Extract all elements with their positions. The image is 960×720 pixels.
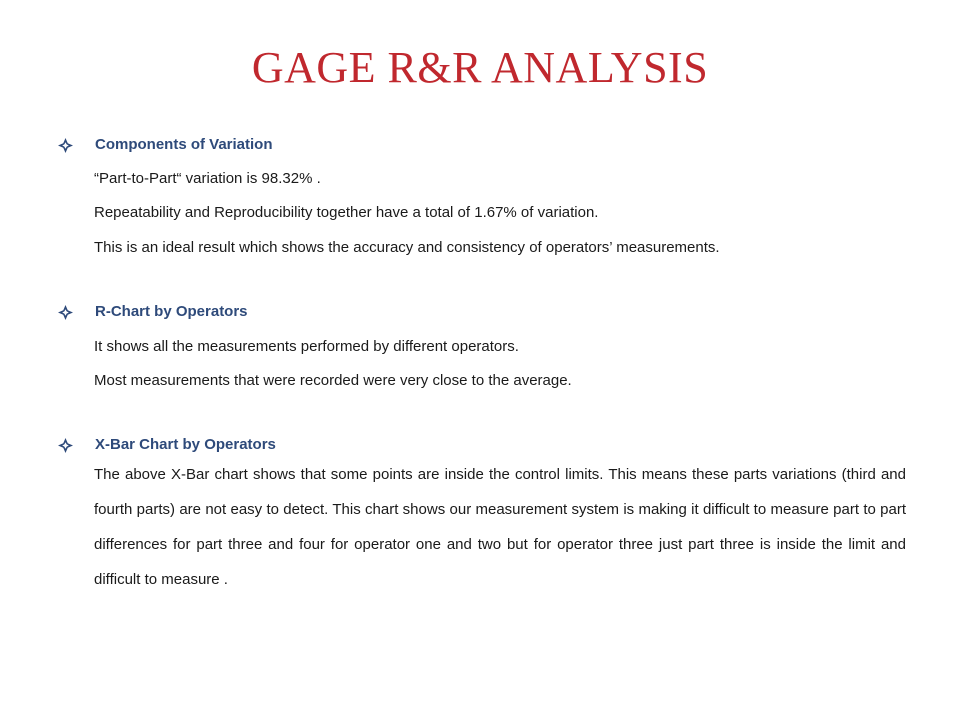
section-x-bar-chart — [58, 435, 908, 597]
body-line: Repeatability and Reproducibility together have a total of 1.67% of variation. — [94, 204, 599, 221]
section-heading-text: Components of Variation — [95, 136, 273, 153]
body-paragraph: The above X-Bar chart shows that some points are inside the control limits. This means these parts variations (third and fourth parts) are not easy to detect. This chart shows our measurement system is making it difficult to measure part to part differences for part three and four for operator one and two but for operator three just part three is inside the limit and difficult to measure . — [94, 466, 906, 588]
diamond-bullet-icon — [58, 138, 73, 153]
section-heading — [58, 435, 908, 455]
slide-title: GAGE R&R ANALYSIS — [251, 43, 709, 92]
section-r-chart — [58, 302, 908, 391]
section-heading — [58, 302, 908, 322]
section-heading — [58, 135, 908, 155]
diamond-bullet-icon — [58, 305, 73, 320]
body-line: It shows all the measurements performed by different operators. — [94, 338, 519, 355]
section-heading-text: R-Chart by Operators — [95, 303, 248, 320]
body-line: “Part-to-Part“ variation is 98.32% . — [94, 170, 321, 187]
section-heading-text: X-Bar Chart by Operators — [95, 436, 276, 453]
diamond-bullet-icon — [58, 438, 73, 453]
section-components-of-variation — [58, 135, 908, 258]
body-line: This is an ideal result which shows the accuracy and consistency of operators’ measurements. — [94, 239, 720, 256]
body-line: Most measurements that were recorded were very close to the average. — [94, 372, 572, 389]
